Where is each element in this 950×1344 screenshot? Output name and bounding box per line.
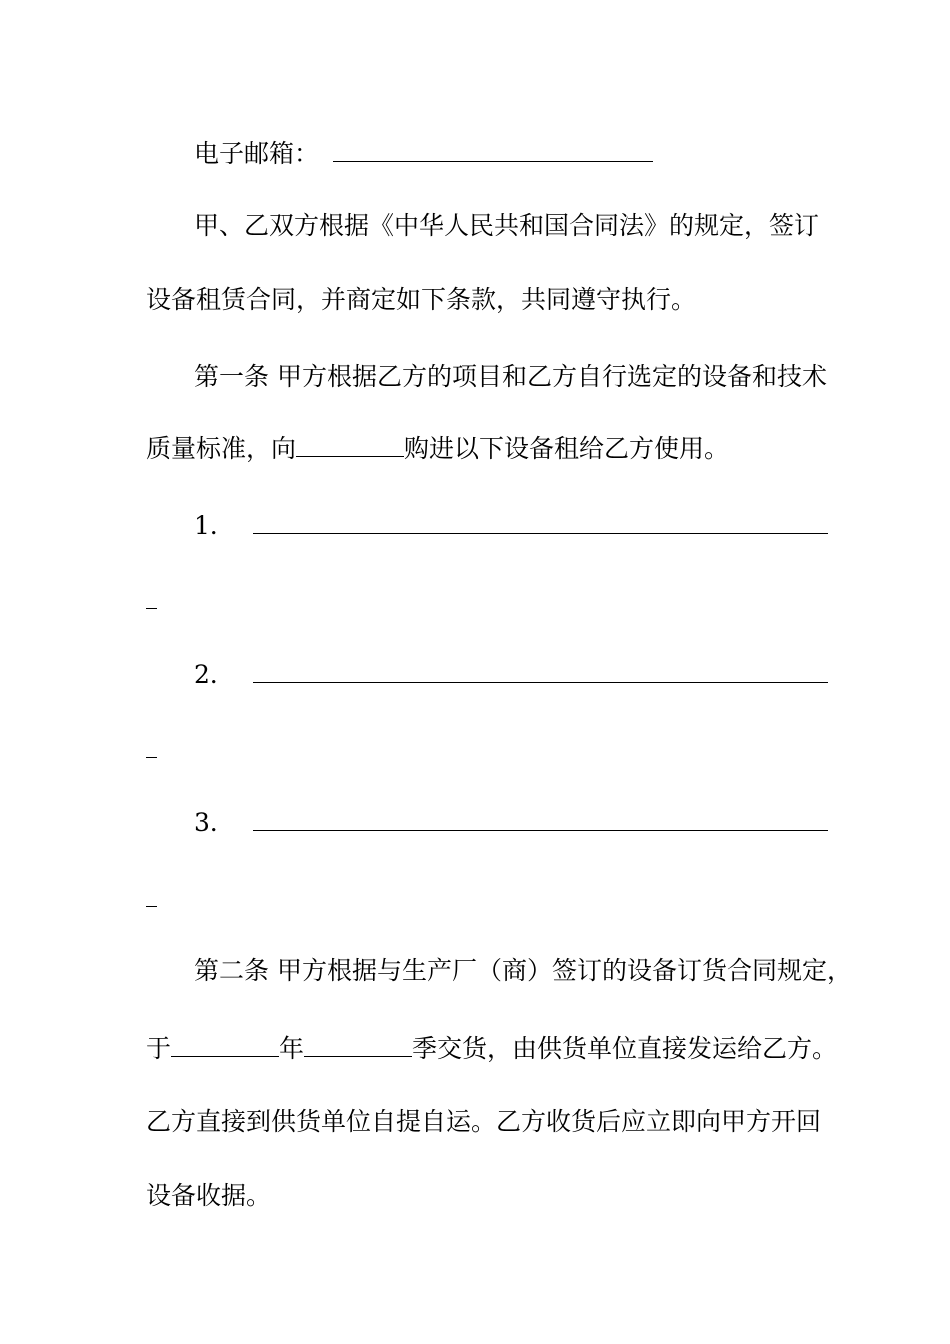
item-number: 3． [194,808,235,837]
equipment-blank-field-2[interactable] [253,660,828,683]
article1-line-2 [146,434,816,464]
equipment-blank-field-3[interactable] [253,808,828,831]
continuation-dash-1 [146,608,157,609]
article2-line-4: 设备收据。 [146,1181,272,1210]
article2-line-1: 第二条 甲方根据与生产厂（商）签订的设备订货合同规定， [194,956,852,985]
item-number: 2． [194,660,235,689]
equipment-item-1 [194,511,864,541]
continuation-dash-2 [146,757,157,758]
intro-line-1: 甲、乙双方根据《中华人民共和国合同法》的规定，签订 [194,211,820,240]
continuation-dash-3 [146,906,157,907]
article2-text-c: 季交货，由供货单位直接发运给乙方。 [412,1034,838,1063]
email-label: 电子邮箱： [194,139,320,168]
equipment-blank-field-1[interactable] [253,511,828,534]
article1-line-1: 第一条 甲方根据乙方的项目和乙方自行选定的设备和技术 [194,362,827,391]
article1-text-b: 购进以下设备租给乙方使用。 [404,434,730,463]
year-blank-field[interactable] [171,1034,279,1057]
article2-line-2 [146,1034,838,1064]
article2-line-3: 乙方直接到供货单位自提自运。乙方收货后应立即向甲方开回 [146,1107,822,1136]
quarter-blank-field[interactable] [304,1034,412,1057]
equipment-item-2 [194,660,864,690]
article2-text-b: 年 [279,1034,305,1063]
email-line [194,139,864,169]
item-number: 1． [194,511,235,540]
article2-text-a: 于 [146,1034,172,1063]
equipment-item-3 [194,808,864,838]
email-blank-field[interactable] [333,139,653,162]
article1-text-a: 质量标准，向 [146,434,297,463]
supplier-blank-field[interactable] [296,434,404,457]
intro-line-2: 设备租赁合同，并商定如下条款，共同遵守执行。 [146,285,697,314]
